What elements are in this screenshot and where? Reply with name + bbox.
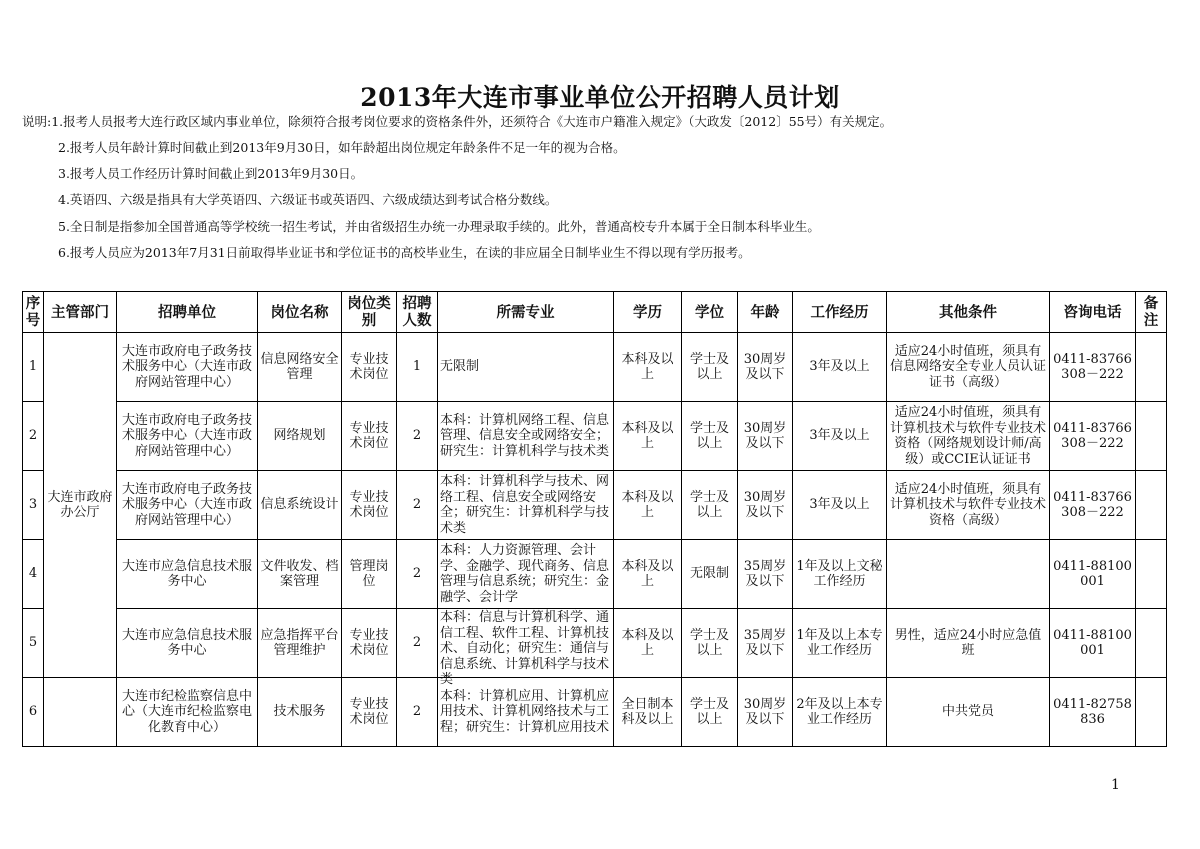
cell-degree: 学士及以上 bbox=[682, 333, 738, 402]
cell-degree: 无限制 bbox=[682, 540, 738, 609]
cell-type: 专业技术岗位 bbox=[342, 333, 397, 402]
cell-other: 适应24小时值班，须具有信息网络安全专业人员认证证书（高级） bbox=[887, 333, 1050, 402]
cell-age: 35周岁及以下 bbox=[738, 609, 793, 678]
cell-other bbox=[887, 402, 1050, 471]
cell-edu: 本科及以上 bbox=[614, 540, 682, 609]
cell-remark bbox=[1136, 402, 1167, 471]
table-row bbox=[23, 540, 1167, 609]
note-line: 6.报考人员应为2013年7月31日前取得毕业证书和学位证书的高校毕业生，在读的非应届全日制毕业生不得以现有学历报考。 bbox=[58, 245, 751, 260]
cell-major bbox=[438, 609, 614, 687]
cell-no: 2 bbox=[23, 402, 44, 471]
note-line: 5.全日制是指参加全国普通高等学校统一招生考试，并由省级招生办统一办理录取手续的。此外，普通高校专升本属于全日制本科毕业生。 bbox=[58, 219, 820, 234]
header-exp: 工作经历 bbox=[793, 292, 887, 333]
cell-type: 专业技术岗位 bbox=[342, 678, 397, 747]
cell-type: 专业技术岗位 bbox=[342, 609, 397, 678]
cell-unit: 大连市应急信息技术服务中心 bbox=[117, 540, 258, 609]
cell-major bbox=[438, 471, 614, 540]
cell-type: 专业技术岗位 bbox=[342, 471, 397, 540]
header-other: 其他条件 bbox=[887, 292, 1050, 333]
header-major: 所需专业 bbox=[438, 292, 614, 333]
header-phone: 咨询电话 bbox=[1050, 292, 1136, 333]
cell-major: 无限制 bbox=[438, 333, 614, 402]
header-no: 序号 bbox=[23, 292, 44, 333]
cell-no: 5 bbox=[23, 609, 44, 678]
cell-age: 30周岁及以下 bbox=[738, 333, 793, 402]
cell-count: 2 bbox=[397, 540, 438, 609]
cell-unit: 大连市政府电子政务技术服务中心（大连市政府网站管理中心） bbox=[117, 402, 258, 471]
cell-major bbox=[438, 540, 614, 609]
header-post: 岗位名称 bbox=[258, 292, 342, 333]
major-text: 本科：计算机科学与技术、网络工程、信息安全或网络安全；研究生：计算机科学与技术类 bbox=[440, 474, 610, 536]
cell-remark bbox=[1136, 471, 1167, 540]
cell-no: 1 bbox=[23, 333, 44, 402]
cell-type: 管理岗位 bbox=[342, 540, 397, 609]
cell-other bbox=[887, 540, 1050, 609]
cell-post: 文件收发、档案管理 bbox=[258, 540, 342, 609]
major-text: 本科：计算机应用、计算机应用技术、计算机网络技术与工程；研究生：计算机应用技术 bbox=[440, 688, 610, 735]
cell-edu: 本科及以上 bbox=[614, 333, 682, 402]
cell-degree: 学士及以上 bbox=[682, 609, 738, 678]
cell-remark bbox=[1136, 540, 1167, 609]
header-edu: 学历 bbox=[614, 292, 682, 333]
cell-unit: 大连市政府电子政务技术服务中心（大连市政府网站管理中心） bbox=[117, 333, 258, 402]
cell-age: 35周岁及以下 bbox=[738, 540, 793, 609]
header-age: 年龄 bbox=[738, 292, 793, 333]
cell-major bbox=[438, 402, 614, 471]
table-row bbox=[23, 402, 1167, 471]
cell-unit: 大连市应急信息技术服务中心 bbox=[117, 609, 258, 678]
cell-post: 技术服务 bbox=[258, 678, 342, 747]
cell-edu: 本科及以上 bbox=[614, 609, 682, 678]
cell-edu: 本科及以上 bbox=[614, 471, 682, 540]
cell-count: 2 bbox=[397, 678, 438, 747]
cell-exp: 2年及以上本专业工作经历 bbox=[793, 678, 887, 747]
cell-degree: 学士及以上 bbox=[682, 471, 738, 540]
cell-exp: 1年及以上本专业工作经历 bbox=[793, 609, 887, 678]
note-line: 3.报考人员工作经历计算时间截止到2013年9月30日。 bbox=[58, 166, 364, 181]
table-header-row bbox=[23, 292, 1167, 333]
page-title: 2013年大连市事业单位公开招聘人员计划 bbox=[360, 83, 840, 112]
cell-no: 4 bbox=[23, 540, 44, 609]
cell-edu: 全日制本科及以上 bbox=[614, 678, 682, 747]
header-type: 岗位类别 bbox=[342, 292, 397, 333]
cell-degree: 学士及以上 bbox=[682, 402, 738, 471]
cell-count: 1 bbox=[397, 333, 438, 402]
cell-edu: 本科及以上 bbox=[614, 402, 682, 471]
table-row bbox=[23, 471, 1167, 540]
cell-phone: 0411-83766308－222 bbox=[1050, 471, 1136, 540]
cell-dept: 大连市政府办公厅 bbox=[44, 333, 117, 678]
cell-degree: 学士及以上 bbox=[682, 678, 738, 747]
cell-other: 中共党员 bbox=[887, 678, 1050, 747]
cell-unit: 大连市政府电子政务技术服务中心（大连市政府网站管理中心） bbox=[117, 471, 258, 540]
major-text: 本科：计算机网络工程、信息管理、信息安全或网络安全；研究生：计算机科学与技术类 bbox=[440, 412, 610, 459]
cell-age: 30周岁及以下 bbox=[738, 402, 793, 471]
note-line: 说明:1.报考人员报考大连行政区域内事业单位，除须符合报考岗位要求的资格条件外，还须符合《大连市户籍准入规定》（大政发〔2012〕55号）有关规定。 bbox=[22, 114, 893, 129]
cell-unit: 大连市纪检监察信息中心（大连市纪检监察电化教育中心） bbox=[117, 678, 258, 747]
cell-count: 2 bbox=[397, 402, 438, 471]
cell-phone: 0411-83766308－222 bbox=[1050, 402, 1136, 471]
cell-phone: 0411-88100001 bbox=[1050, 609, 1136, 678]
cell-exp: 3年及以上 bbox=[793, 402, 887, 471]
cell-count: 2 bbox=[397, 609, 438, 678]
cell-post: 信息系统设计 bbox=[258, 471, 342, 540]
cell-count: 2 bbox=[397, 471, 438, 540]
note-line: 2.报考人员年龄计算时间截止到2013年9月30日，如年龄超出岗位规定年龄条件不足一年的视为合格。 bbox=[58, 140, 626, 155]
table-row bbox=[23, 609, 1167, 678]
cell-age: 30周岁及以下 bbox=[738, 678, 793, 747]
cell-type: 专业技术岗位 bbox=[342, 402, 397, 471]
cell-no: 3 bbox=[23, 471, 44, 540]
table-row bbox=[23, 333, 1167, 402]
note-line: 4.英语四、六级是指具有大学英语四、六级证书或英语四、六级成绩达到考试合格分数线。 bbox=[58, 192, 558, 207]
cell-age: 30周岁及以下 bbox=[738, 471, 793, 540]
page-number: 1 bbox=[1111, 777, 1120, 793]
cell-no: 6 bbox=[23, 678, 44, 747]
cell-phone: 0411-83766308－222 bbox=[1050, 333, 1136, 402]
major-text: 本科：人力资源管理、会计学、金融学、现代商务、信息管理与信息系统；研究生：金融学、会计学 bbox=[440, 543, 610, 605]
header-count: 招聘人数 bbox=[397, 292, 438, 333]
cell-post: 信息网络安全管理 bbox=[258, 333, 342, 402]
recruitment-table bbox=[22, 291, 1167, 747]
cell-exp: 3年及以上 bbox=[793, 471, 887, 540]
cell-remark bbox=[1136, 678, 1167, 747]
header-remark: 备注 bbox=[1136, 292, 1167, 333]
cell-phone: 0411-82758836 bbox=[1050, 678, 1136, 747]
other-text: 适应24小时值班，须具有计算机技术与软件专业技术资格（网络规划设计师/高级）或CCIE认证证书 bbox=[889, 405, 1046, 467]
cell-exp: 1年及以上文秘工作经历 bbox=[793, 540, 887, 609]
header-unit: 招聘单位 bbox=[117, 292, 258, 333]
cell-remark bbox=[1136, 609, 1167, 678]
cell-other: 适应24小时值班，须具有计算机技术与软件专业技术资格（高级） bbox=[887, 471, 1050, 540]
header-dept: 主管部门 bbox=[44, 292, 117, 333]
cell-post: 网络规划 bbox=[258, 402, 342, 471]
cell-post: 应急指挥平台管理维护 bbox=[258, 609, 342, 678]
cell-other: 男性，适应24小时应急值班 bbox=[887, 609, 1050, 678]
cell-phone: 0411-88100001 bbox=[1050, 540, 1136, 609]
cell-major bbox=[438, 678, 614, 747]
cell-remark bbox=[1136, 333, 1167, 402]
major-text: 本科：信息与计算机科学、通信工程、软件工程、计算机技术、自动化；研究生：通信与信息系统、计算机科学与技术类 bbox=[440, 610, 610, 687]
cell-dept-empty bbox=[44, 678, 117, 747]
table-row bbox=[23, 678, 1167, 747]
header-degree: 学位 bbox=[682, 292, 738, 333]
cell-exp: 3年及以上 bbox=[793, 333, 887, 402]
